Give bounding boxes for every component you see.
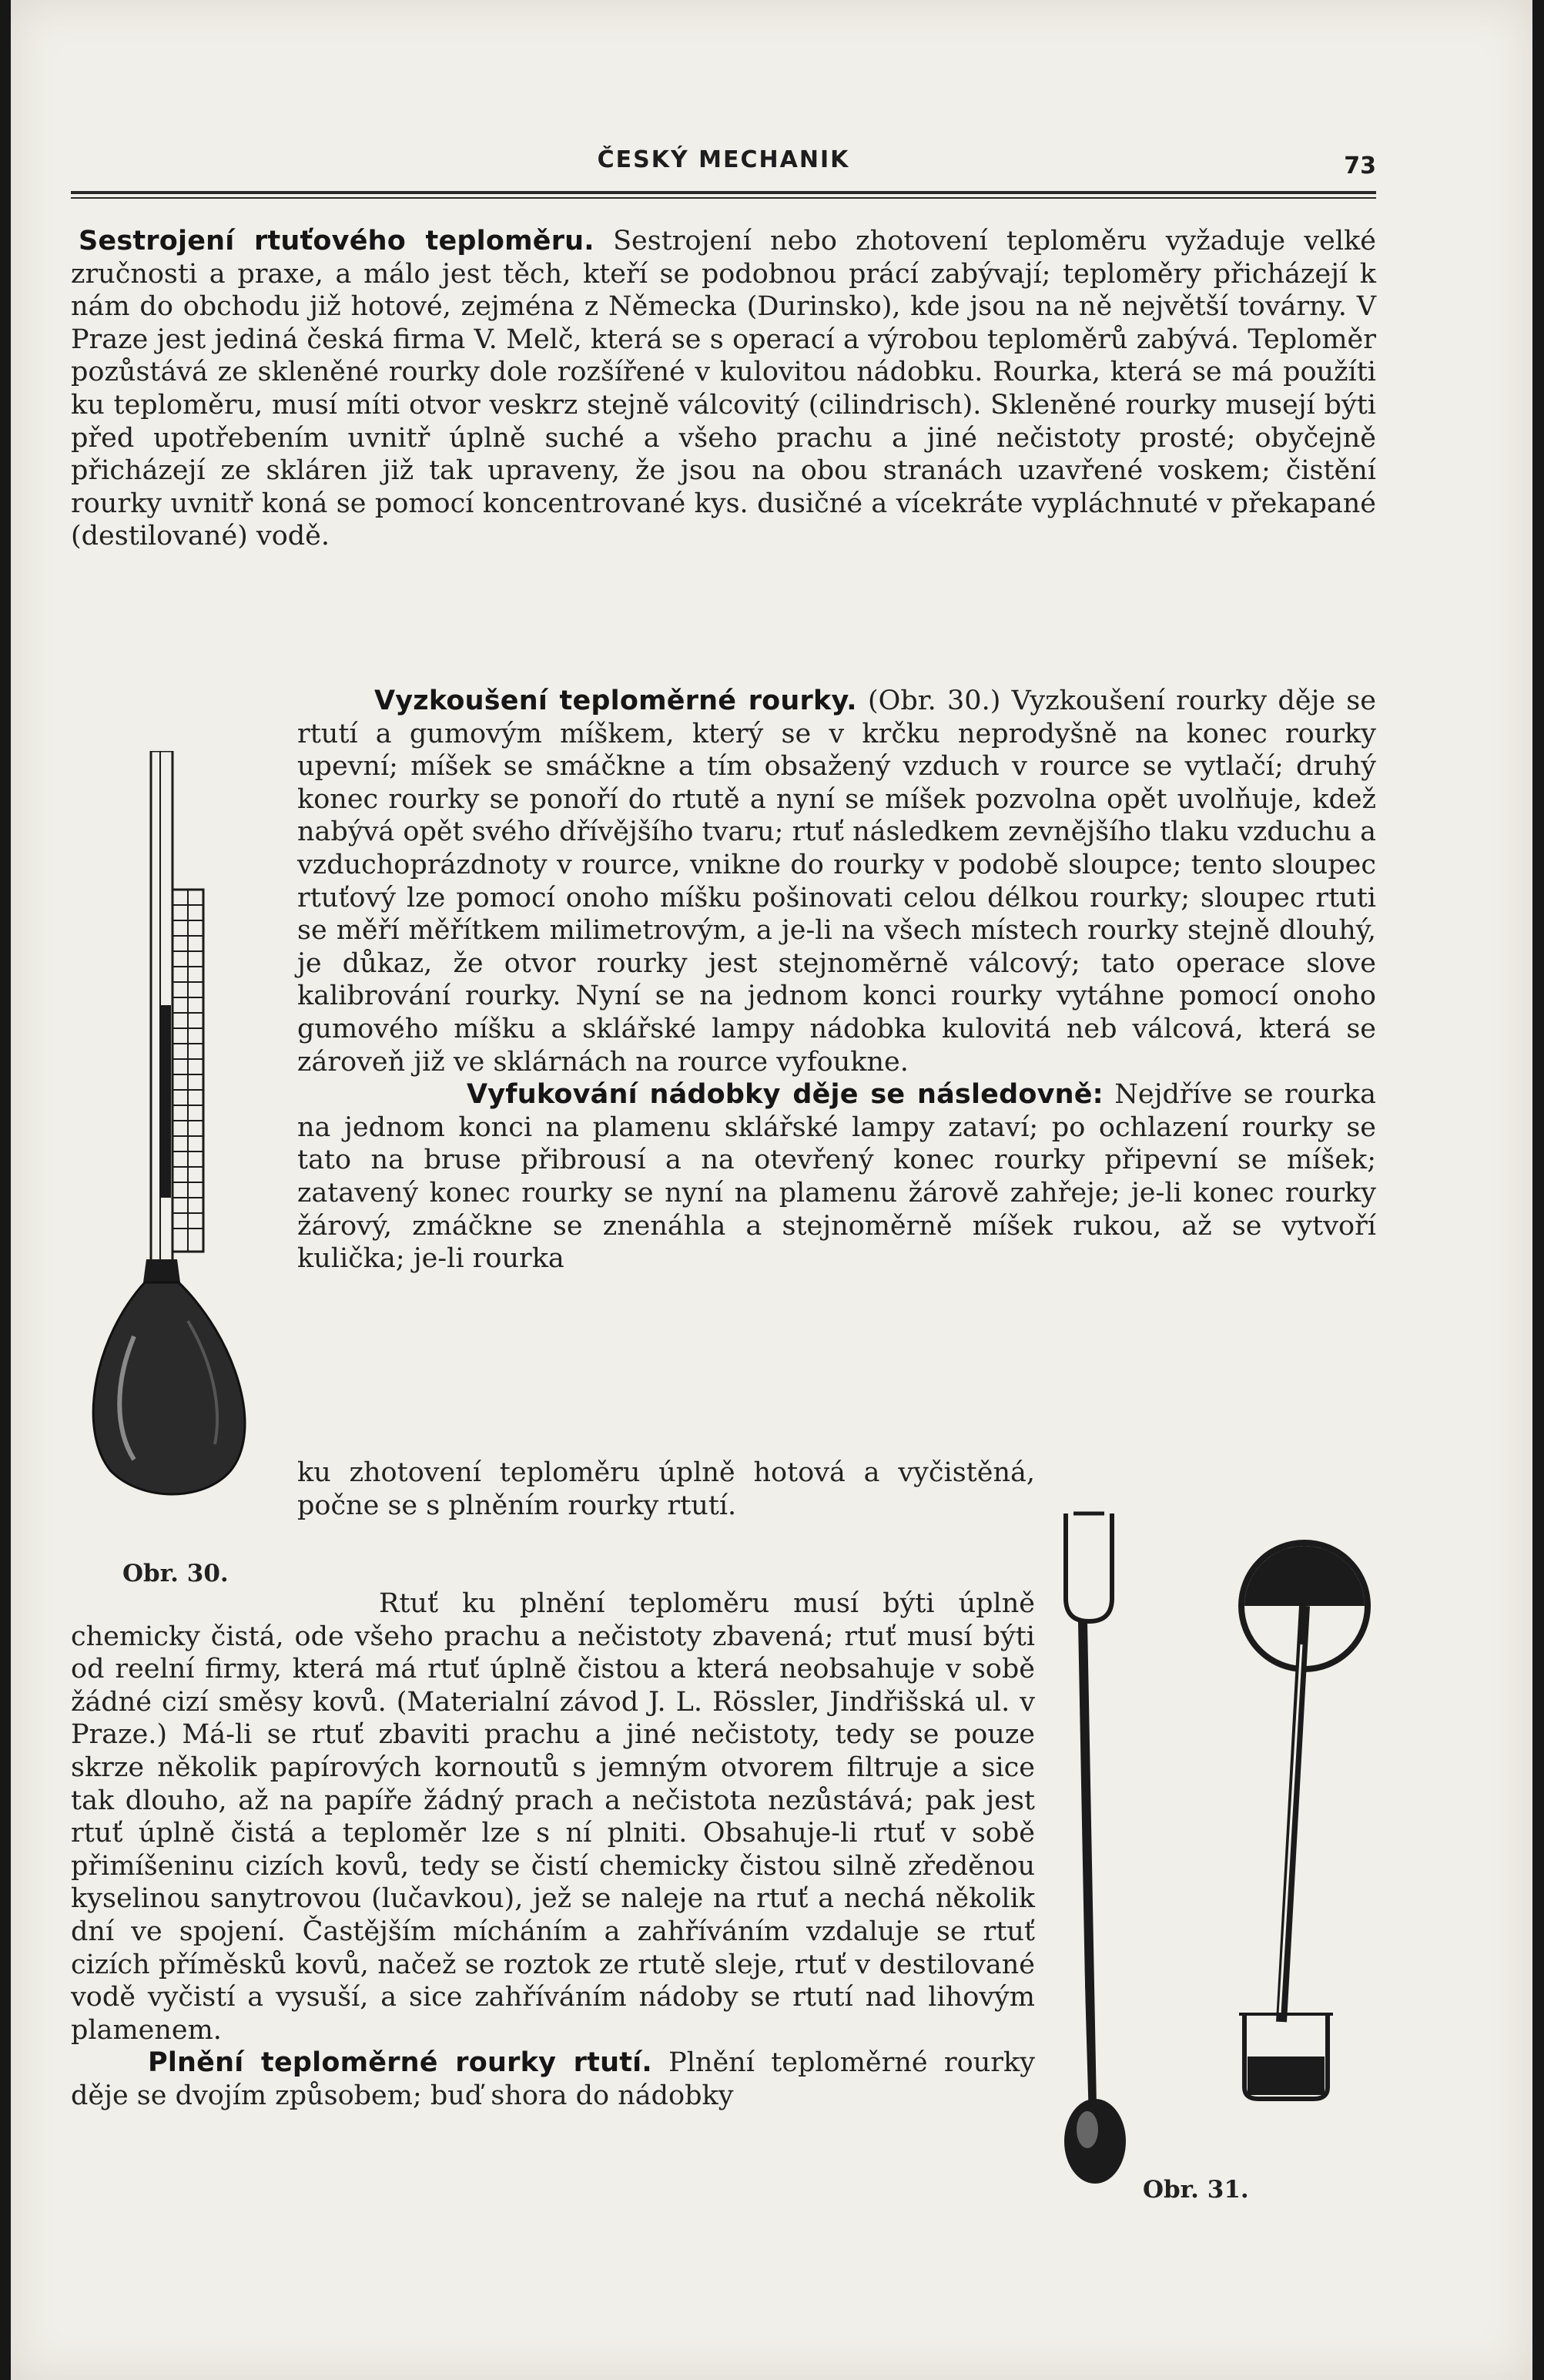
- section-heading-vyfukovani: Vyfukování nádobky děje se následovně:: [467, 1079, 1104, 1111]
- section-heading-plneni: Plnění teploměrné rourky rtutí.: [148, 2047, 652, 2079]
- paragraph-text: Sestrojení nebo zhotovení teploměru vyžaduje velké zručnosti a praxe, a málo jest těch, kteří se podobnou prácí zabývají; teploměry přicházejí k nám do obchodu již hotové, zejména z Německa (Durinsko), kde jsou na ně největší továrny. V Praze jest jediná česká firma V. Melč, která se s operací a výrobou teploměrů zabývá. Teploměr pozůstává ze skleněné rourky dole rozšířené v kulovitou nádobku. Rourka, která se má použíti ku teploměru, musí míti otvor veskrz stejně válcovitý (cilindrisch). Skleněné rourky musejí býti před upotřebením uvnitř úplně suché a všeho prachu a jiné nečistoty prosté; obyčejně přicházejí ze skláren již tak upraveny, že jsou na obou stranách uzavřené voskem; čistění rourky uvnitř koná se pomocí koncentrované kys. dusičné a vícekráte vypláchnuté v překapané (destilované) vodě.: [71, 226, 1376, 552]
- figure-31-filling-apparatus: [1043, 1490, 1382, 2199]
- page-number: 73: [1344, 153, 1376, 179]
- running-head: ČESKÝ MECHANIK: [597, 146, 850, 173]
- paragraph-vyfukovani-cont: [297, 1456, 1035, 1522]
- paragraph-text: Rtuť ku plnění teploměru musí býti úplně chemicky čistá, ode všeho prachu a nečistoty zbavená; rtuť musí býti od reelní firmy, která má rtuť úplně čistou a která neobsahuje v sobě žádné cizí směsy kovů. (Materialní závod J. L. Rössler, Jindřišská ul. v Praze.) Má-li se rtuť zbaviti prachu a jiné nečistoty, tedy se pouze skrze několik papírových kornoutů s jemným otvorem filtruje a sice tak dlouho, až na papíře žádný prach a nečistota nezůstává; pak jest rtuť úplně čistá a teploměr lze s ní plniti. Obsahuje-li rtuť v sobě přimíšeninu cizích kovů, tedy se čistí chemicky čistou silně zředěnou kyselinou sanytrovou (lučavkou), jež se naleje na rtuť a nechá několik dní ve spojení. Častějším mícháním a zahříváním vzdaluje se rtuť cizích příměsků kovů, načež se roztok ze rtutě sleje, rtuť v destilované vodě vyčistí a vysuší, a sice zahříváním nádoby se rtutí nad lihovým plamenem.: [71, 1588, 1035, 2046]
- paragraph-text: Plnění teploměrné rourky děje se dvojím způsobem; buď shora do nádobky: [71, 2047, 1035, 2111]
- paragraph-text: ku zhotovení teploměru úplně hotová a vyčistěná, počne se s plněním rourky rtutí.: [297, 1457, 1035, 1521]
- section-heading-vyzkouseni: Vyzkoušení teploměrné rourky.: [374, 686, 857, 716]
- page-header: [71, 139, 1376, 185]
- header-rule-thick: [71, 191, 1376, 194]
- section-heading-sestrojeni: Sestrojení rtuťového teploměru.: [79, 226, 594, 256]
- header-rule-thin: [71, 197, 1376, 199]
- paragraph-vyzkouseni: [297, 685, 1376, 1275]
- paragraph-text: Nejdříve se rourka na jednom konci na plamenu sklářské lampy zataví; po ochlazení rourky se tato na bruse přibrousí a na otevřený konec rourky připevní se míšek; zatavený konec rourky se nyní na plamenu žárově zahřeje; je-li konec rourky žárový, zmáčkne se znenáhla a stejnoměrně míšek rukou, až se vytvoří kulička; je-li rourka: [297, 1079, 1376, 1275]
- paragraph-sestrojeni: [71, 225, 1376, 553]
- figure-30-tube-with-bulb: [80, 751, 269, 1521]
- book-page: [11, 0, 1532, 2380]
- figure-31-caption: Obr. 31.: [1143, 2176, 1249, 2204]
- paragraph-text: (Obr. 30.) Vyzkoušení rourky děje se rtutí a gumovým míškem, který se v krčku neprodyšně na konec rourky upevní; míšek se smáčkne a tím obsažený vzduch v rource se vytlačí; druhý konec rourky se ponoří do rtutě a nyní se míšek pozvolna opět uvolňuje, kdež nabývá opět svého dřívějšího tvaru; rtuť následkem zevnějšího tlaku vzduchu a vzduchoprázdnoty v rource, vnikne do rourky v podobě sloupce; tento sloupec rtuťový lze pomocí onoho míšku pošinovati celou délkou rourky; sloupec rtuti se měří měřítkem milimetrovým, a je-li na všech místech rourky stejně dlouhý, je důkaz, že otvor rourky jest stejnoměrně válcový; tato operace slove kalibrování rourky. Nyní se na jednom konci rourky vytáhne pomocí onoho gumového míšku a sklářské lampy nádobka kulovitá neb válcová, která se zároveň již ve sklárnách na rource vyfoukne.: [297, 686, 1376, 1078]
- paragraph-rtut: [71, 1587, 1035, 2113]
- figure-30-caption: Obr. 30.: [122, 1560, 229, 1587]
